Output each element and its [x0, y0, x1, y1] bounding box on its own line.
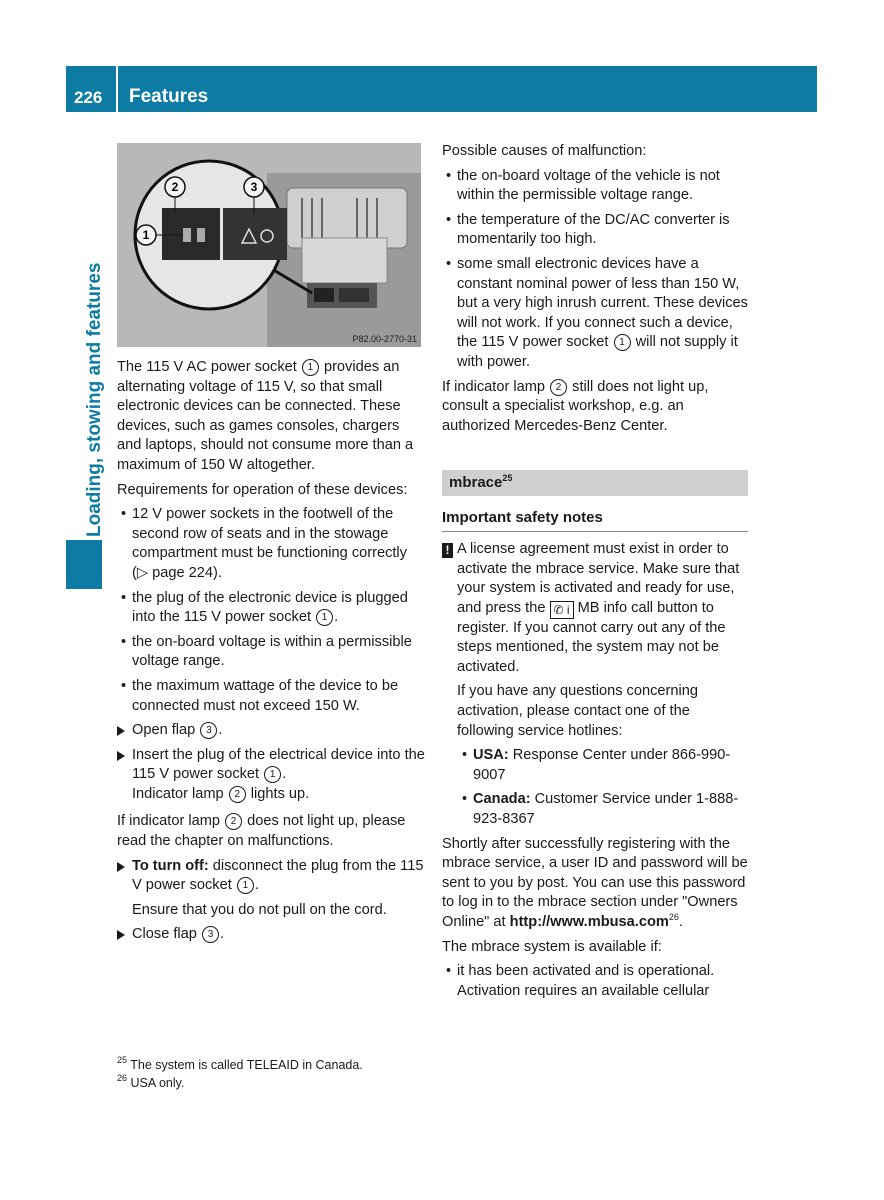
num-1: 1: [316, 609, 333, 626]
text: Shortly after successfully registering with the mbrace service, a user ID and password will be sent to you by post. You can use this password to log in to the mbrace section under "Owners Online" at: [442, 835, 748, 930]
num-1: 1: [237, 877, 254, 894]
text: Customer Service under 1-888-923-8367: [473, 791, 739, 828]
list-item: [442, 790, 748, 829]
questions-paragraph: If you have any questions concerning activation, please contact one of the following service hotlines:: [457, 683, 698, 739]
page-header: [66, 66, 817, 112]
num-3: 3: [200, 722, 217, 739]
step-arrow-icon: [117, 726, 125, 736]
text: disconnect the plug from the 115 V power socket: [132, 857, 424, 894]
text: will not supply it with power.: [457, 334, 738, 370]
list-item: [442, 255, 748, 373]
step-item: [117, 721, 425, 741]
text: mbrace: [449, 474, 503, 492]
page-title: Features: [129, 86, 209, 107]
num-2: 2: [550, 379, 567, 396]
figure-code: P82.00-2770-31: [352, 334, 417, 344]
list-item: • 12 V power sockets in the footwell of the second row of seats and in the stowage compartment must be functioning correctly (▷ page 224).: [117, 505, 425, 583]
text: MB info call button to register. If you cannot carry out any of the steps mentioned, the system may not be activated.: [457, 599, 726, 675]
text: .: [334, 609, 339, 626]
causes-heading: Possible causes of malfunction:: [442, 143, 647, 159]
text: Close flap: [132, 926, 197, 943]
safety-notes-heading: Important safety notes: [442, 508, 748, 532]
text: .: [218, 722, 223, 739]
footnotes: [117, 1056, 363, 1092]
text: The 115 V AC power socket: [117, 359, 297, 375]
text: Open flap: [132, 722, 196, 739]
intro-paragraph: [117, 358, 425, 476]
text: .: [219, 926, 225, 943]
list-item: • the maximum wattage of the device to be connected must not exceed 150 W.: [117, 677, 425, 716]
requirements-heading: Requirements for operation of these devices:: [117, 481, 408, 498]
registration-paragraph: Shortly after successfully registering with the mbrace service, a user ID and password will be sent to you by post. You can use this password to log in to the mbrace section under "Owners Online" at http://www.mbusa.com$^{26}$.: [442, 835, 748, 930]
text: A license agreement must exist in order to activate the mbrace service. Make sure that your system is activated and ready for use, and press the: [457, 540, 740, 616]
list-item: [117, 589, 425, 628]
right-column: [442, 142, 748, 1006]
num-1: 1: [614, 334, 631, 351]
footnote-ref: 25: [502, 473, 513, 484]
step-arrow-icon: [117, 751, 125, 761]
malfunction-paragraph: [117, 812, 425, 851]
available-heading: The mbrace system is available if:: [442, 938, 662, 955]
list-item: • the temperature of the DC/AC converter is momentarily too high.: [442, 211, 748, 250]
footnote: [117, 1074, 363, 1092]
text: Insert the plug of the electrical device into the 115 V power socket: [132, 746, 425, 783]
step-item: [117, 746, 425, 805]
section-heading-mbrace: [442, 470, 748, 496]
text: Indicator lamp: [132, 785, 224, 802]
text: the plug of the electronic device is plugged into the 115 V power socket: [132, 589, 408, 626]
step-item: [117, 857, 425, 896]
callout-3: 3: [250, 180, 258, 194]
text: some small electronic devices have a constant nominal power of less than 150 W, but a very high inrush current. These devices will not work. If you connect such a device, the 115 V power socket: [457, 255, 748, 351]
step-arrow-icon: [117, 930, 125, 940]
footnote-text: The system is called TELEAID in Canada.: [130, 1058, 363, 1072]
callout-2: 2: [171, 180, 179, 194]
warning-note: [442, 540, 748, 678]
mbusa-link[interactable]: http://www.mbusa.com: [509, 914, 669, 930]
text: If indicator lamp: [117, 813, 221, 830]
list-item: • it has been activated and is operational. Activation requires an available cellular: [442, 962, 748, 1001]
num-1: 1: [264, 766, 281, 783]
footnote-number: 25: [117, 1055, 128, 1065]
footnote-text: USA only.: [130, 1076, 185, 1090]
left-column: [117, 358, 425, 950]
warning-icon: !: [442, 543, 453, 558]
figure-power-socket: [117, 143, 421, 347]
header-divider: [116, 66, 118, 112]
text: does not light up, please read the chapter on malfunctions.: [117, 813, 406, 850]
step-item: [117, 925, 425, 945]
footnote: [117, 1056, 363, 1074]
text: provides an alternating voltage of 115 V, so that small electronic devices can be connected. These devices, such as games consoles, chargers and laptops, should not consume more than a maximum of 150 W altogether.: [117, 359, 414, 473]
text: .: [282, 766, 287, 783]
page-number: 226: [74, 88, 103, 107]
text: Canada:: [473, 791, 531, 808]
phone-info-key-icon: ✆ i: [550, 601, 574, 619]
footnote-ref: 26: [668, 912, 679, 922]
list-item: [442, 746, 748, 785]
step-arrow-icon: [117, 862, 125, 872]
num-3: 3: [202, 926, 219, 943]
num-2: 2: [225, 813, 242, 830]
num-1: 1: [302, 359, 319, 376]
text: USA:: [473, 747, 509, 764]
list-item: • the on-board voltage is within a permissible voltage range.: [117, 633, 425, 672]
figure-illustration: [117, 143, 421, 347]
num-2: 2: [229, 786, 246, 803]
text: still does not light up, consult a specialist workshop, e.g. an authorized Mercedes-Benz Center.: [442, 378, 709, 434]
callout-1: 1: [142, 228, 150, 242]
text: If indicator lamp: [442, 378, 546, 395]
side-tab-label: Loading, stowing and features: [84, 262, 105, 537]
list-item: • the on-board voltage of the vehicle is not within the permissible voltage range.: [442, 167, 748, 206]
lamp-paragraph: [442, 378, 748, 437]
text: Response Center under 866-990-9007: [473, 747, 731, 783]
text: To turn off:: [132, 857, 209, 874]
ensure-note: Ensure that you do not pull on the cord.: [132, 901, 387, 918]
footnote-number: 26: [117, 1073, 128, 1083]
text: lights up.: [250, 785, 310, 802]
chapter-color-bar: [66, 540, 102, 589]
text: .: [254, 877, 259, 894]
side-tab: [66, 112, 105, 589]
